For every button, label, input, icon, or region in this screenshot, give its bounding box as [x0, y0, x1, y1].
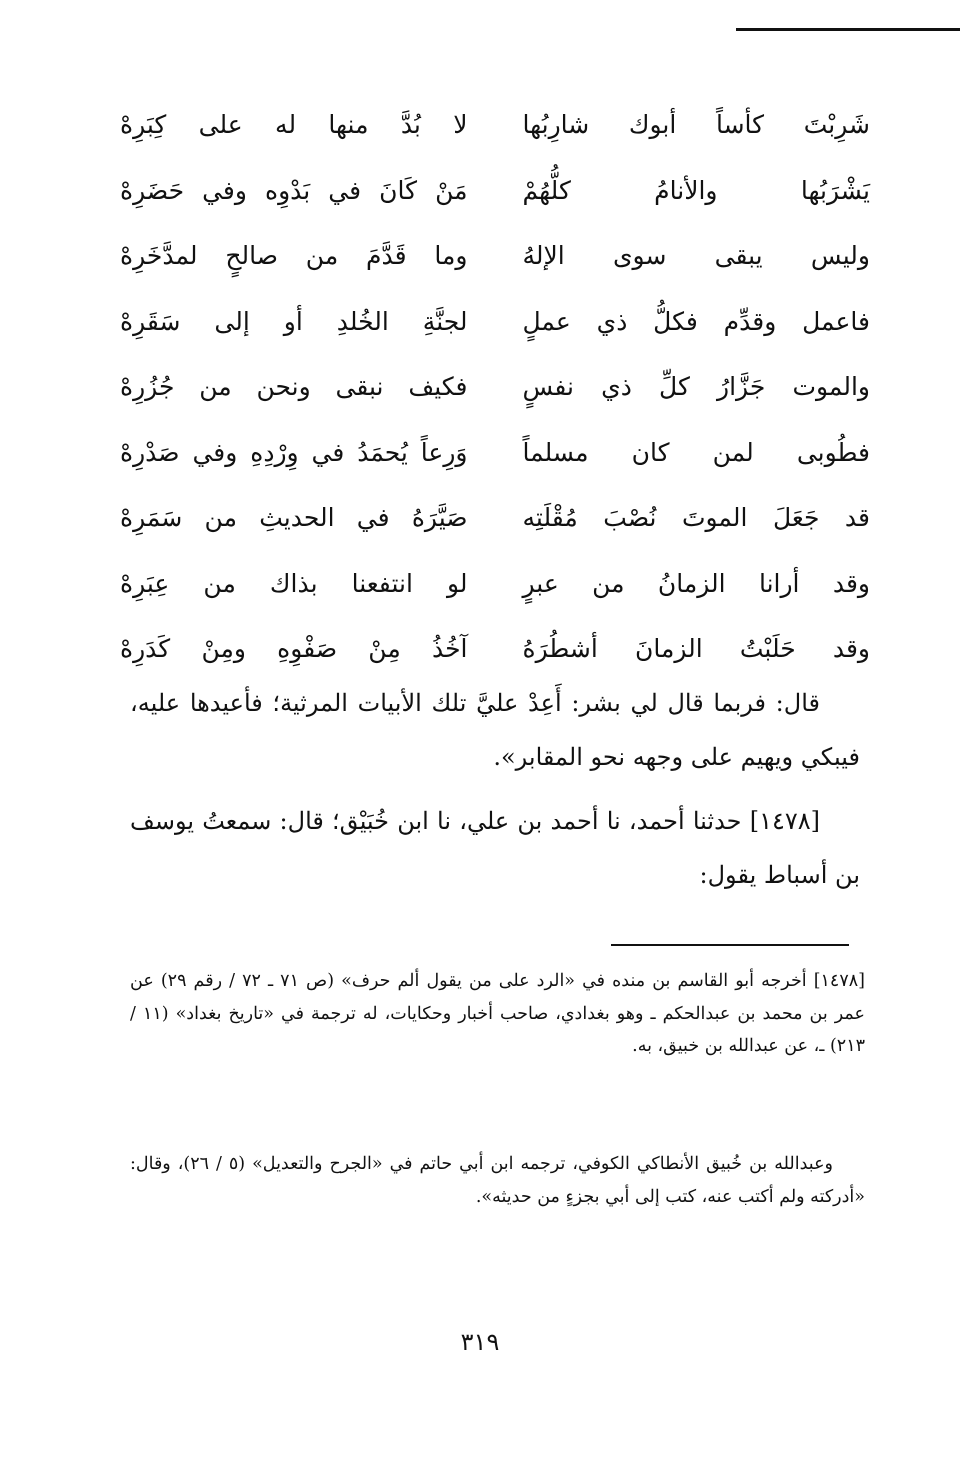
- verse-first-hemistich: شَرِبْتَ كأساً أبوك شارِبُها: [522, 110, 870, 140]
- verse: [120, 158, 870, 224]
- verse-first-hemistich: فطُوبى لمن كان مسلماً: [522, 437, 870, 467]
- verse-first-hemistich: وقد حَلَبْتُ الزمانَ أشطُرَهُ: [522, 634, 870, 664]
- verse-second-hemistich: وَرِعاً يُحمَدُ في وِرْدِهِ وفي صَدْرِهْ: [120, 437, 468, 467]
- verse: [120, 420, 870, 486]
- top-rule: [736, 28, 960, 31]
- footnote: [130, 965, 865, 1063]
- footnote-rule: [611, 944, 849, 946]
- verse-second-hemistich: لجنَّةِ الخُلدِ أو إلى سَقَرِهْ: [120, 306, 468, 336]
- verse-first-hemistich: والموت جَزَّارُ كلِّ ذي نفسٍ: [522, 372, 870, 402]
- verse-first-hemistich: وليس يبقى سوى الإلهُ: [522, 241, 870, 271]
- footnote: [130, 1148, 865, 1213]
- hadith-text: [١٤٧٨] حدثنا أحمد، نا أحمد بن علي، نا ابن خُبَيْق؛ قال: سمعتُ يوسف بن أسباط يقول:: [130, 807, 860, 889]
- verse-first-hemistich: قد جَعَلَ الموتَ نُصْبَ مُقْلَتِه: [522, 503, 870, 533]
- verse-second-hemistich: وما قَدَّمَ من صالحٍ لمدَّخَرِهْ: [120, 241, 468, 271]
- poem: [120, 92, 870, 682]
- verse: [120, 616, 870, 682]
- verse: [120, 551, 870, 617]
- footnote-text: وعبدالله بن خُبيق الأنطاكي الكوفي، ترجمه ابن أبي حاتم في «الجرح والتعديل» (٥ / ٢٦)، وقال: «أدركته ولم أكتب عنه، كتب إلى أبي بجزءٍ من حديثه».: [130, 1154, 865, 1207]
- verse: [120, 92, 870, 158]
- verse-second-hemistich: صَيَّرَهُ في الحديثِ من سَمَرِهْ: [120, 503, 468, 533]
- verse: [120, 485, 870, 551]
- prose-paragraph: [130, 676, 860, 784]
- prose-text: قال: فربما قال لي بشر: أَعِدْ عليَّ تلك الأبيات المرثية؛ فأعيدها عليه، فيبكي ويهيم على وجهه نحو المقابر».: [130, 689, 860, 771]
- verse-second-hemistich: آخُذُ مِنْ صَفْوِهِ ومِنْ كَدَرِهْ: [120, 634, 468, 664]
- page-number: ٣١٩: [460, 1328, 500, 1356]
- verse-second-hemistich: لا بُدَّ منها له على كِبَرِهْ: [120, 110, 468, 140]
- prose-paragraph: [130, 794, 860, 902]
- verse: [120, 354, 870, 420]
- verse-second-hemistich: فكيف نبقى ونحن من جُزُرِهْ: [120, 372, 468, 402]
- verse-first-hemistich: فاعمل وقدِّم فكلُّ ذي عملٍ: [522, 306, 870, 336]
- verse-first-hemistich: وقد أرانا الزمانُ من عبرٍ: [522, 568, 870, 598]
- verse-second-hemistich: لو انتفعنا بذاك من عِبَرِهْ: [120, 568, 468, 598]
- verse: [120, 223, 870, 289]
- verse-first-hemistich: يَشْرَبُها والأنامُ كلُّهُمْ: [522, 175, 870, 205]
- verse: [120, 289, 870, 355]
- verse-second-hemistich: مَنْ كَانَ في بَدْوِه وفي حَضَرِهْ: [120, 175, 468, 205]
- footnote-text: [١٤٧٨] أخرجه أبو القاسم بن منده في «الرد على من يقول ألم حرف» (ص ٧١ ـ ٧٢ / رقم ٢٩) عن عمر بن محمد بن عبدالحكم ـ وهو بغدادي، صاحب أخبار وحكايات، له ترجمة في «تاريخ بغداد» (١١ / ٢١٣) ـ، عن عبدالله بن خبيق، به.: [130, 971, 865, 1056]
